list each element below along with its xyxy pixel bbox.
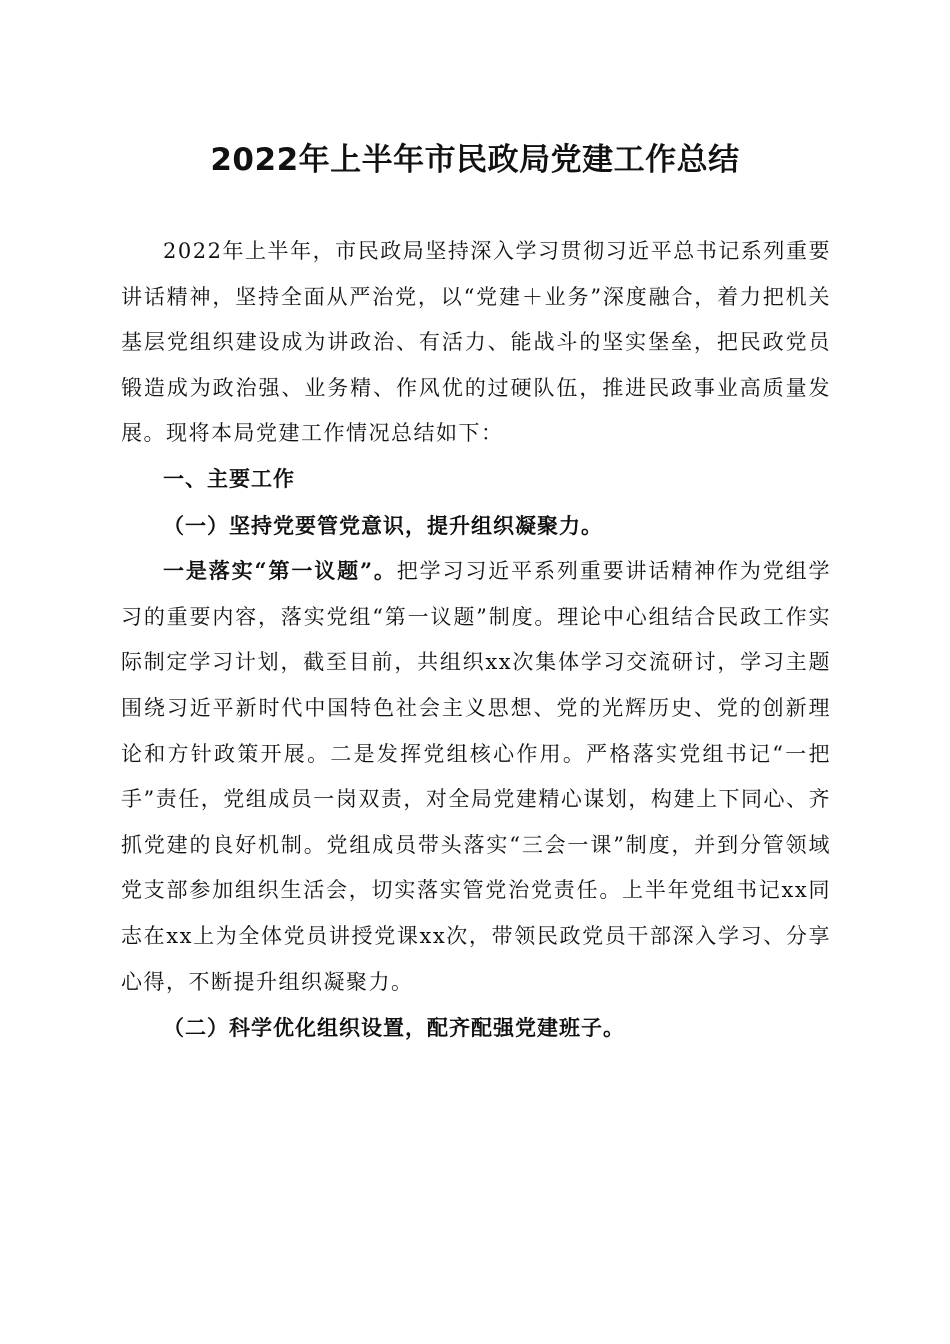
subsection-1-paragraph: [121, 548, 831, 1005]
subsection-1-lead: 一是落实“第一议题”。: [163, 558, 397, 584]
document-title: 2022年上半年市民政局党建工作总结: [210, 142, 740, 178]
subsection-heading-2: （二）科学优化组织设置，配齐配强党建班子。: [163, 1015, 625, 1041]
intro-paragraph: 2022年上半年，市民政局坚持深入学习贯彻习近平总书记系列重要讲话精神，坚持全面从严治党，以“党建＋业务”深度融合，着力把机关基层党组织建设成为讲政治、有活力、能战斗的坚实堡垒，把民政党员锻造成为政治强、业务精、作风优的过硬队伍，推进民政事业高质量发展。现将本局党建工作情况总结如下：: [121, 239, 831, 446]
subsection-1-body: 把学习习近平系列重要讲话精神作为党组学习的重要内容，落实党组“第一议题”制度。理论中心组结合民政工作实际制定学习计划，截至目前，共组织xx次集体学习交流研讨，学习主题围绕习近平新时代中国特色社会主义思想、党的光辉历史、党的创新理论和方针政策开展。二是发挥党组核心作用。严格落实党组书记“一把手”责任，党组成员一岗双责，对全局党建精心谋划，构建上下同心、齐抓党建的良好机制。党组成员带头落实“三会一课”制度，并到分管领域党支部参加组织生活会，切实落实管党治党责任。上半年党组书记xx同志在xx上为全体党员讲授党课xx次，带领民政党员干部深入学习、分享心得，不断提升组织凝聚力。: [121, 559, 831, 994]
section-heading-main-work: 一、主要工作: [163, 466, 295, 491]
document-body: [121, 229, 831, 1051]
subsection-heading-1: （一）坚持党要管党意识，提升组织凝聚力。: [163, 512, 603, 538]
